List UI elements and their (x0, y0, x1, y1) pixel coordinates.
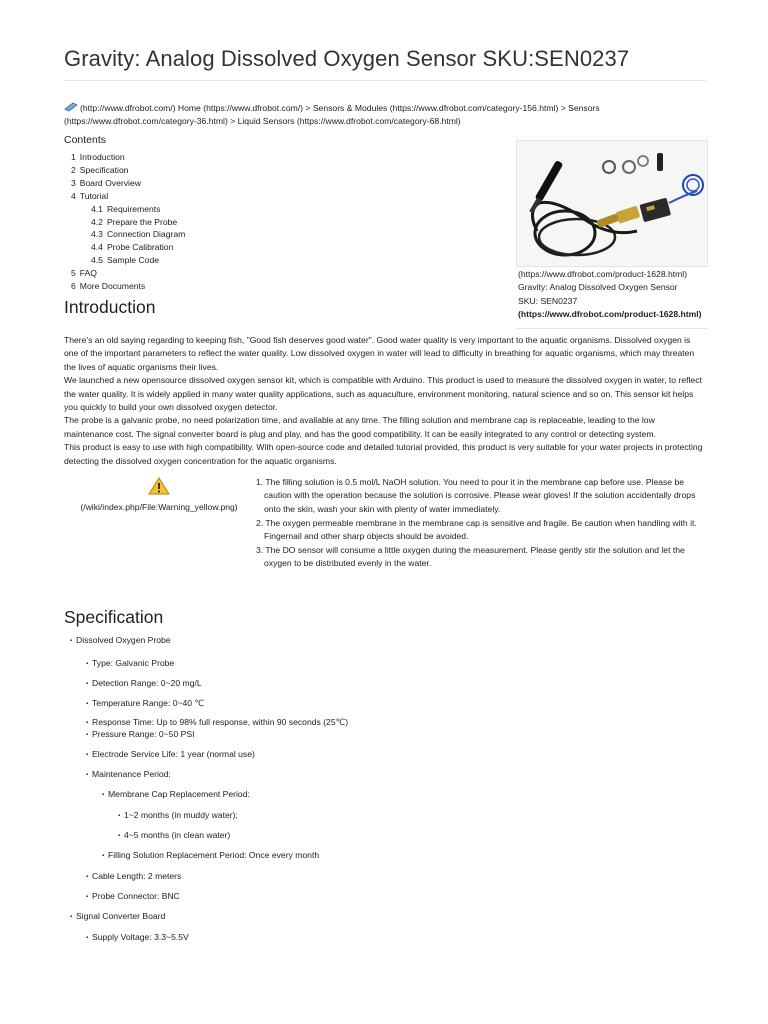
toc-label: Board Overview (79, 177, 141, 188)
toc-number: 4.3 (91, 229, 103, 240)
intro-paragraph: We launched a new opensource dissolved oxygen sensor kit, which is compatible with Arduino. This product is used to measure the dissolved oxygen in water, to reflect the water quality. It is widely applied in many water quality applications, such as aquaculture, environment monitoring, natural science and so on. This sensor kit helps you quickly to build your own dissolved oxygen detector. (64, 375, 702, 413)
spec-item: ▪ Cable Length: 2 meters (86, 871, 182, 881)
home-icon[interactable] (64, 102, 78, 112)
toc-number: 5 (71, 268, 76, 279)
spec-item: ▪ Dissolved Oxygen Probe (70, 635, 171, 645)
spec-item: ▪ Supply Voltage: 3.3~5.5V (86, 932, 189, 942)
spec-item: ▪ Detection Range: 0~20 mg/L (86, 678, 202, 688)
spec-item: ▪ 1~2 months (in muddy water); (118, 810, 238, 820)
toc-item-introduction[interactable] (64, 151, 185, 164)
toc-item-prepare-probe[interactable] (64, 216, 185, 229)
product-image-caption (518, 268, 708, 321)
breadcrumb (64, 102, 704, 127)
toc-item-sample-code[interactable] (64, 254, 185, 267)
spec-item: ▪ Pressure Range: 0~50 PSI (86, 729, 195, 739)
intro-paragraph: The probe is a galvanic probe, no need polarization time, and available at any time. The filling solution and membrane cap is replaceable, leading to the low maintenance cost. The signal converter board is plug and play, and has the good compatibility. It can be easily integrated to any control or detecting system. (64, 415, 656, 439)
warning-notes (256, 476, 706, 571)
toc-number: 3 (71, 177, 76, 188)
title-divider (64, 80, 706, 81)
contents-title: Contents (64, 134, 107, 146)
toc-item-board-overview[interactable] (64, 177, 185, 190)
toc-label: Introduction (79, 152, 125, 162)
toc-item-requirements[interactable] (64, 203, 185, 216)
caption-divider (516, 328, 708, 329)
spec-item: ▪ Type: Galvanic Probe (86, 658, 175, 668)
toc-label: Prepare the Probe (106, 216, 178, 227)
toc-number: 6 (71, 281, 76, 292)
toc-label: Tutorial (79, 190, 109, 201)
toc-label: More Documents (79, 281, 146, 292)
toc-label: Requirements (106, 203, 161, 214)
spec-item: ▪ Probe Connector: BNC (86, 891, 180, 901)
toc-number: 2 (71, 164, 76, 175)
specification-heading: Specification (64, 607, 164, 627)
toc-label: FAQ (79, 268, 97, 279)
toc-number: 4.4 (91, 242, 103, 253)
intro-paragraph: This product is easy to use with high compatibility. With open-source code and detailed tutorial provided, this product is very suitable for your water projects in protecting detecting the dissolved oxygen concentration for the aquatic organisms. (64, 442, 703, 466)
warning-image-link[interactable]: (/wiki/index.php/File:Warning_yellow.png) (80, 502, 238, 512)
spec-item: ▪ Electrode Service Life: 1 year (normal use) (86, 749, 255, 759)
table-of-contents (64, 151, 185, 293)
warning-note: 1. The filling solution is 0.5 mol/L NaOH solution. You need to pour it in the membrane cap before use. Please be caution with the operation because the solution is corrosive. Please wear gloves! If the solution accidentally drops onto the skin, wash your skin with plenty of water immediately. (256, 477, 696, 514)
breadcrumb-line-2[interactable]: (https://www.dfrobot.com/category-36.html) > Liquid Sensors (https://www.dfrobot.com/category-68.html) (64, 115, 461, 126)
product-name: Gravity: Analog Dissolved Oxygen Sensor (518, 282, 678, 293)
breadcrumb-line-1[interactable]: (http://www.dfrobot.com/) Home (https://www.dfrobot.com/) > Sensors & Modules (https://www.dfrobot.com/category-156.html) > Sensors (80, 103, 600, 113)
spec-item: ▪ Temperature Range: 0~40 ℃ (86, 698, 205, 708)
spec-item: ▪ Filling Solution Replacement Period: Once every month (102, 850, 320, 860)
spec-item: ▪ Response Time: Up to 98% full response, within 90 seconds (25℃) (86, 717, 349, 727)
product-link[interactable]: (https://www.dfrobot.com/product-1628.html) (518, 308, 702, 319)
product-photo[interactable] (516, 140, 708, 267)
spec-item: ▪ Membrane Cap Replacement Period: (102, 789, 250, 799)
intro-paragraph: There's an old saying regarding to keeping fish, "Good fish deserves good water". Good water quality is very important to the aquatic organisms. Dissolved oxygen is one of the important parameters to reflect the water quality. Low dissolved oxygen in water will lead to difficulty in breathing for aquatic organisms, which may threaten the lives of aquatic organisms their lives. (64, 335, 695, 372)
toc-label: Specification (79, 164, 129, 175)
product-sku: SKU: SEN0237 (518, 295, 578, 306)
toc-number: 1 (71, 152, 76, 162)
introduction-heading: Introduction (64, 297, 156, 317)
toc-item-tutorial[interactable] (64, 190, 185, 203)
toc-label: Connection Diagram (106, 229, 186, 240)
toc-label: Probe Calibration (106, 242, 174, 253)
toc-item-faq[interactable] (64, 267, 185, 280)
toc-item-more-documents[interactable] (64, 280, 185, 293)
toc-number: 4.2 (91, 216, 103, 227)
toc-number: 4.1 (91, 203, 103, 214)
page-title: Gravity: Analog Dissolved Oxygen Sensor SKU:SEN0237 (64, 46, 630, 71)
warning-note: 3. The DO sensor will consume a little oxygen during the measurement. Please gently stir the solution and let the oxygen to be distributed evenly in the water. (256, 545, 685, 569)
introduction-body (64, 334, 706, 468)
spec-item: ▪ 4~5 months (in clean water) (118, 830, 231, 840)
spec-item: ▪ Maintenance Period: (86, 769, 171, 779)
spec-item: ▪ Signal Converter Board (70, 911, 166, 921)
toc-item-connection-diagram[interactable] (64, 228, 185, 241)
warning-note: 2. The oxygen permeable membrane in the membrane cap is sensitive and fragile. Be caution when handling with it. Fingernail and other sharp objects should be avoided. (256, 517, 697, 542)
product-image-link[interactable]: (https://www.dfrobot.com/product-1628.html) (518, 269, 688, 279)
warning-image (64, 477, 254, 515)
toc-item-specification[interactable] (64, 164, 185, 177)
toc-number: 4.5 (91, 255, 103, 266)
warning-icon[interactable] (148, 477, 170, 495)
toc-number: 4 (71, 190, 76, 201)
toc-label: Sample Code (106, 255, 160, 266)
toc-item-probe-calibration[interactable] (64, 241, 185, 254)
